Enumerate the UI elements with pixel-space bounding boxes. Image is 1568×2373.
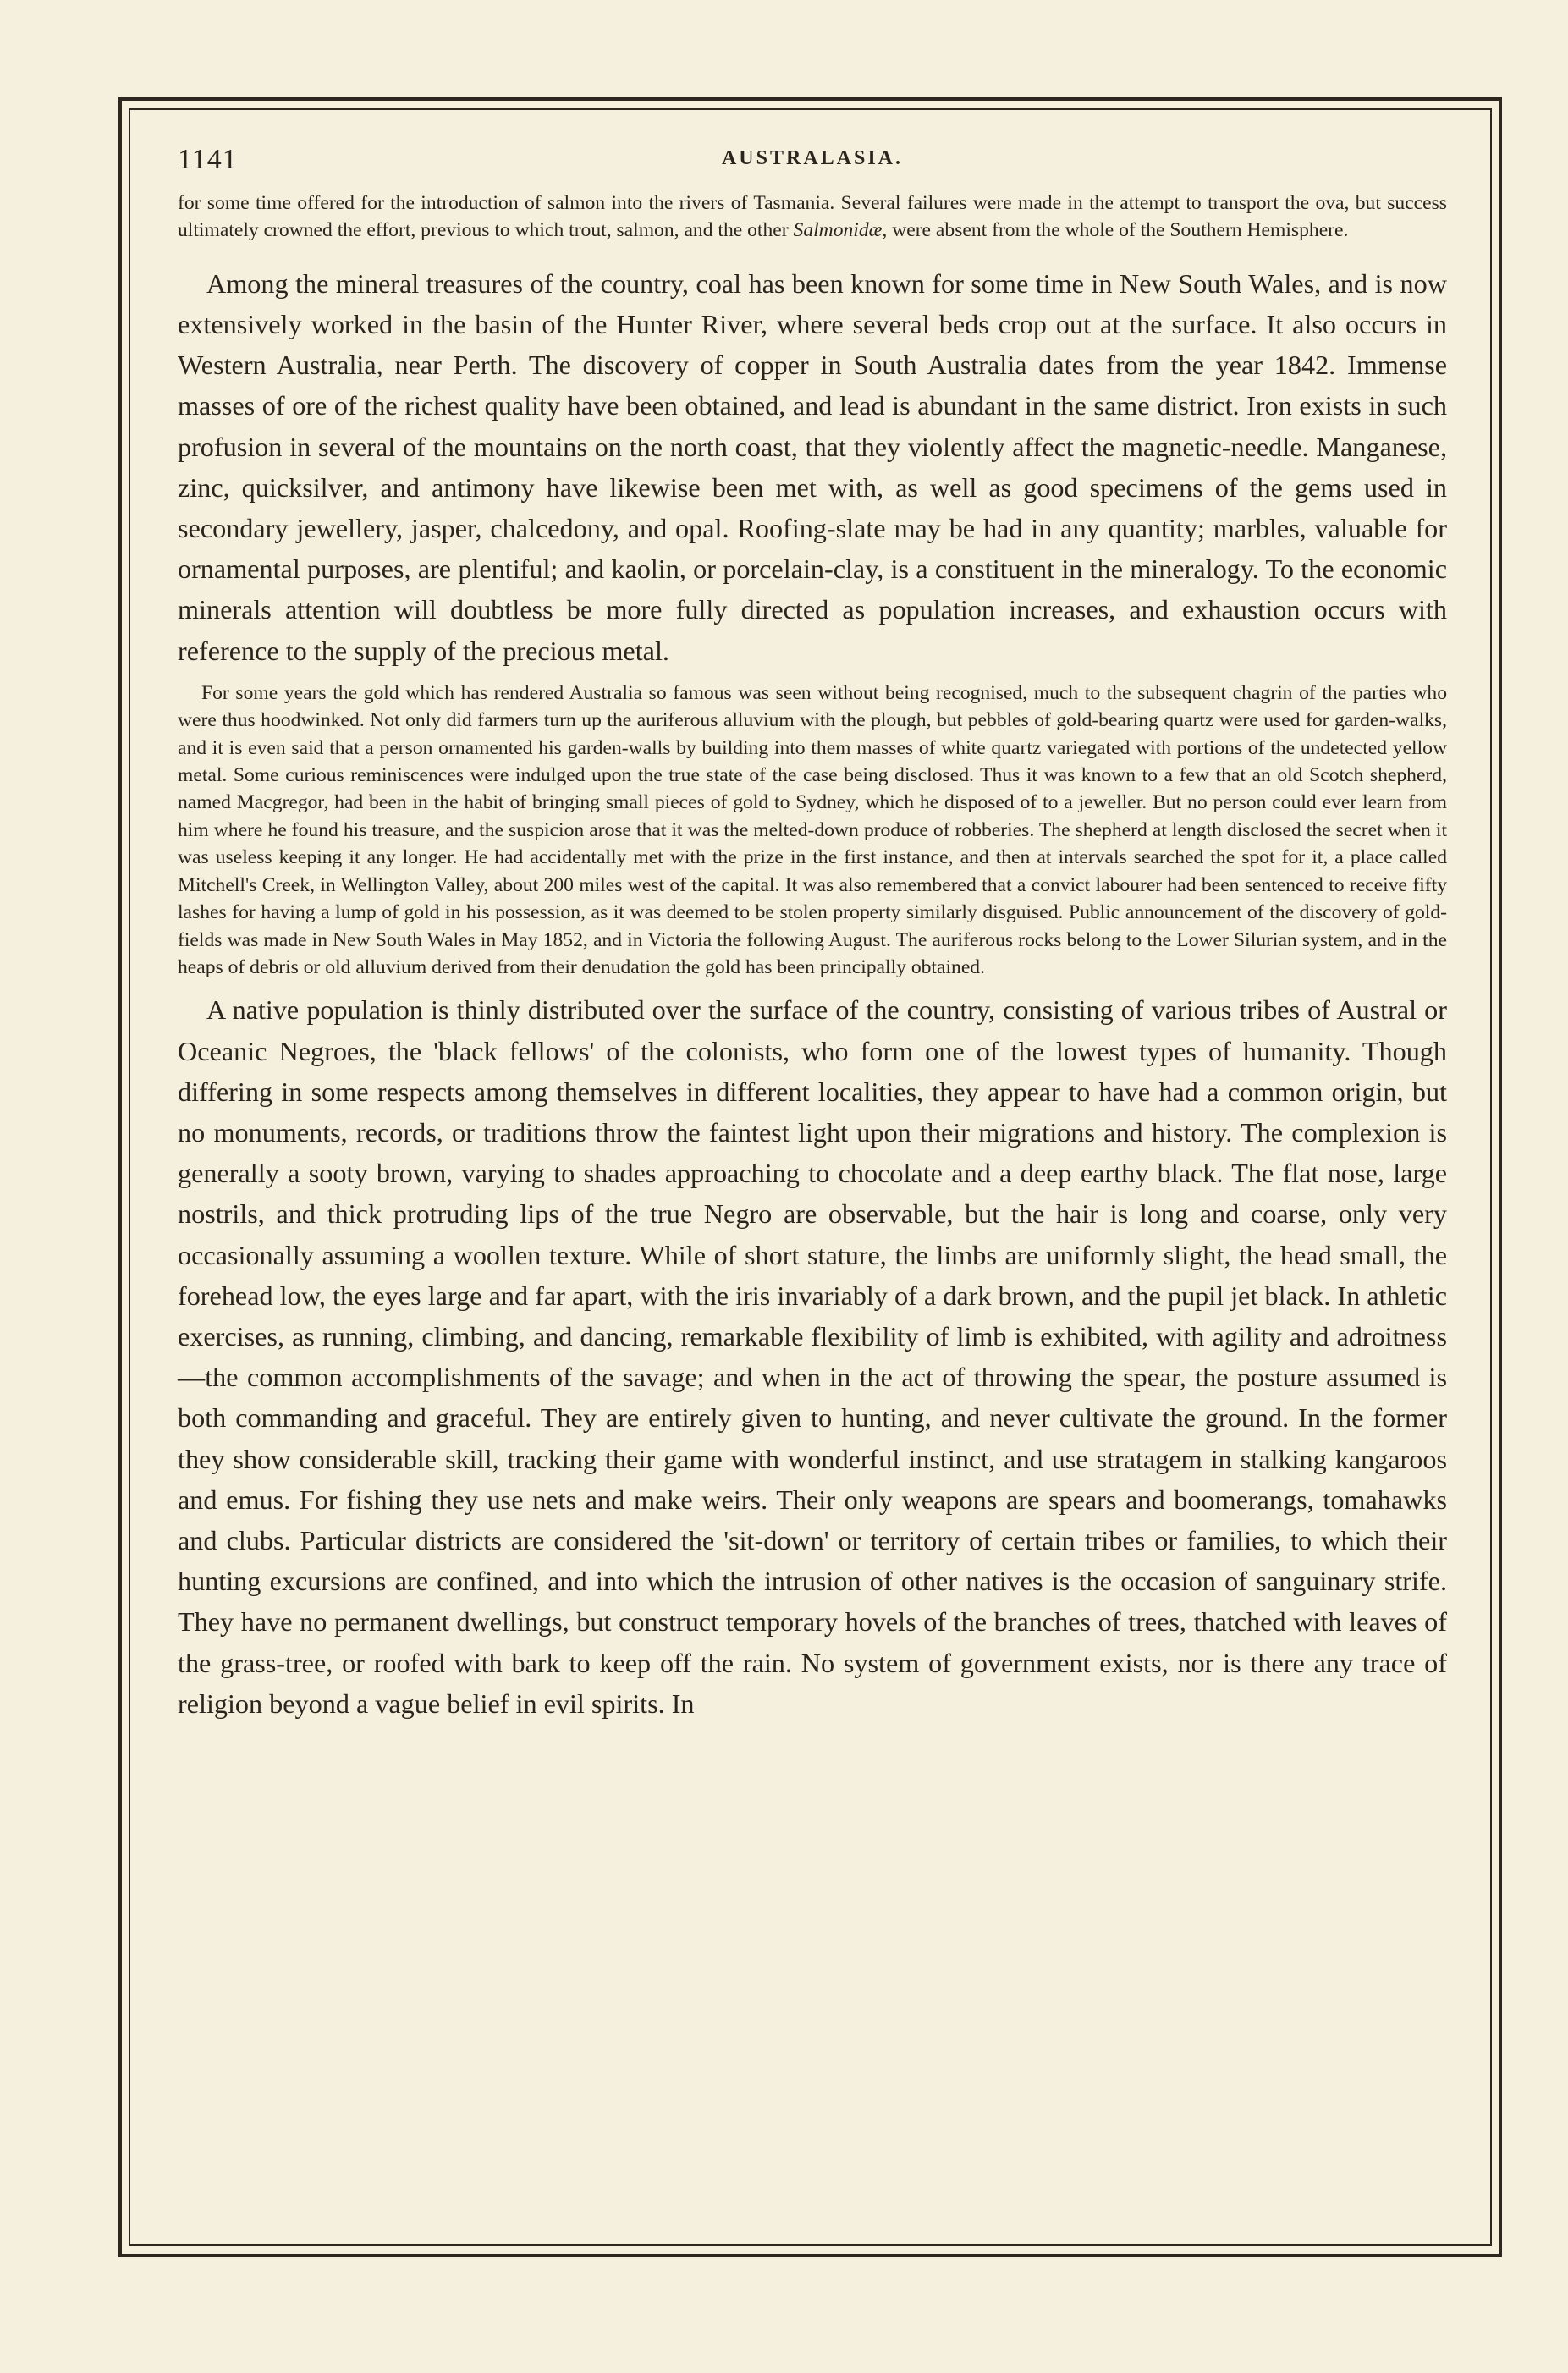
paragraph-native-population: A native population is thinly distributed over the surface of the country, consisting of various tribes of Austral or Oceanic Negroes, the 'black fellows' of the colonists, who form one of the lowest types of humanity. Though differing in some respects among themselves in different localities, they appear to have had a common origin, but no monuments, records, or traditions throw the faintest light upon their migrations and history. The complexion is generally a sooty brown, varying to shades approaching to chocolate and a deep earthy black. The flat nose, large nostrils, and thick protruding lips of the true Negro are observable, but the hair is long and coarse, only very occasionally assuming a woollen texture. While of short stature, the limbs are uniformly slight, the head small, the forehead low, the eyes large and far apart, with the iris invariably of a dark brown, and the pupil jet black. In athletic exercises, as running, climbing, and dancing, remarkable flexibility of limb is exhibited, with agility and adroitness—the common accomplishments of the savage; and when in the act of throwing the spear, the posture assumed is both commanding and graceful. They are entirely given to hunting, and never cultivate the ground. In the former they show considerable skill, tracking their game with wonderful instinct, and use stratagem in stalking kangaroos and emus. For fishing they use nets and make weirs. Their only weapons are spears and boomerangs, tomahawks and clubs. Particular districts are considered the 'sit-down' or territory of certain tribes or families, to which their hunting excursions are confined, and into which the intrusion of other natives is the occasion of sanguinary strife. They have no permanent dwellings, but construct temporary hovels of the branches of trees, thatched with leaves of the grass-tree, or roofed with bark to keep off the rain. No system of government exists, nor is there any trace of religion beyond a vague belief in evil spirits. In	[178, 994, 1447, 1719]
paragraph-minerals: Among the mineral treasures of the country, coal has been known for some time in New South Wales, and is now extensively worked in the basin of the Hunter River, where several beds crop out at the surface. It also occurs in Western Australia, near Perth. The discovery of copper in South Australia dates from the year 1842. Immense masses of ore of the richest quality have been obtained, and lead is abundant in the same district. Iron exists in such profusion in several of the mountains on the north coast, that they violently affect the magnetic-needle. Manganese, zinc, quicksilver, and antimony have likewise been met with, as well as good specimens of the gems used in secondary jewellery, jasper, chalcedony, and opal. Roofing-slate may be had in any quantity; marbles, valuable for ornamental purposes, are plentiful; and kaolin, or porcelain-clay, is a constituent in the mineralogy. To the economic minerals attention will doubtless be more fully directed as population increases, and exhaustion occurs with reference to the supply of the precious metal.	[178, 267, 1447, 666]
page-content	[178, 144, 1447, 1724]
running-head: AUSTRALASIA.	[721, 147, 904, 169]
page-number: 1141	[178, 144, 238, 175]
paragraph-gold-history: For some years the gold which has rendered Australia so famous was seen without being recognised, much to the subsequent chagrin of the parties who were thus hoodwinked. Not only did farmers turn up the auriferous alluvium with the plough, but pebbles of gold-bearing quartz were used for garden-walks, and it is even said that a person ornamented his garden-walls by building into them masses of white quartz variegated with portions of the undetected yellow metal. Some curious reminiscences were indulged upon the true state of the case being disclosed. Thus it was known to a few that an old Scotch shepherd, named Macgregor, had been in the habit of bringing small pieces of gold to Sydney, which he disposed of to a jeweller. But no person could ever learn from him where he found his treasure, and the suspicion arose that it was the melted-down produce of robberies. The shepherd at length disclosed the secret when it was useless keeping it any longer. He had accidentally met with the prize in the first instance, and then at intervals searched the spot for it, a place called Mitchell's Creek, in Wellington Valley, about 200 miles west of the capital. It was also remembered that a convict labourer had been sentenced to receive fifty lashes for having a lump of gold in his possession, as it was deemed to be stolen property similarly disguised. Public announcement of the discovery of gold-fields was made in New South Wales in May 1852, and in Victoria the following August. The auriferous rocks belong to the Lower Silurian system, and in the heaps of debris or old alluvium derived from their denudation the gold has been principally obtained.	[178, 681, 1447, 978]
salmonidae-term: Salmonidæ	[793, 219, 883, 242]
paragraph-salmon-tail: , were absent from the whole of the Southern Hemisphere.	[882, 219, 1349, 242]
page-header	[178, 144, 1447, 181]
paragraph-salmon	[178, 190, 1447, 245]
paragraph-salmon-text: for some time offered for the introduction of salmon into the rivers of Tasmania. Several failures were made in the attempt to transport the ova, but success ultimately crowned the effort, previous to which trout, salmon, and the other	[178, 192, 1447, 242]
